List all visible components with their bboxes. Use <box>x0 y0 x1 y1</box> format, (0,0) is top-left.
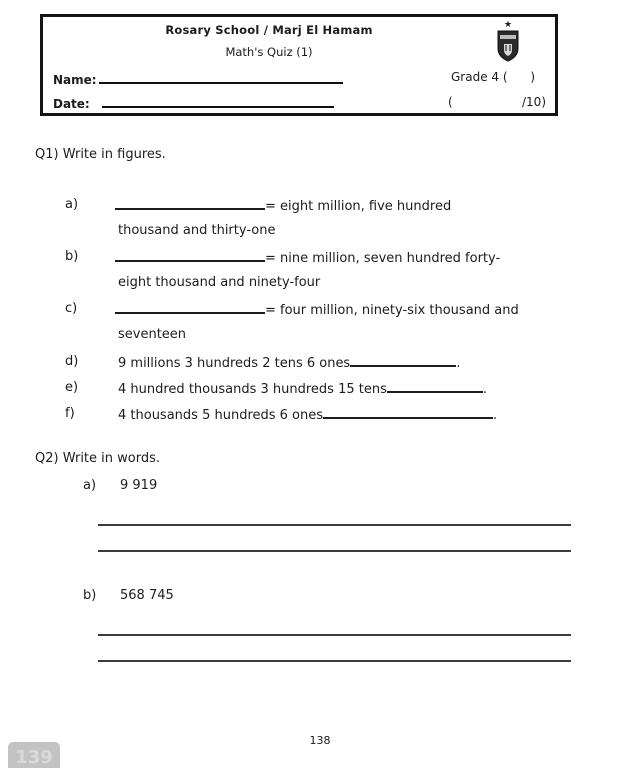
q2-item-a-letter: a) <box>83 478 97 493</box>
q2-item-a-number: 9 919 <box>120 478 158 493</box>
q1-item-e-period: . <box>482 382 487 397</box>
name-label: Name: <box>53 73 97 87</box>
score-total: /10) <box>522 95 546 109</box>
school-name: Rosary School / Marj El Hamam <box>165 23 373 37</box>
q1-item-a-line2: thousand and thirty-one <box>118 223 276 238</box>
quiz-header-box <box>40 14 558 116</box>
crest-star-icon: ★ <box>503 20 513 30</box>
q2-title: Q2) Write in words. <box>35 451 161 466</box>
q1-item-b-text: = nine million, seven hundred forty- <box>265 251 501 266</box>
answer-blank-d[interactable] <box>350 354 456 367</box>
answer-blank-f[interactable] <box>323 406 493 419</box>
page-number: 138 <box>309 734 331 747</box>
q2-item-b-letter: b) <box>83 588 97 603</box>
q1-item-a-text: = eight million, five hundred <box>265 199 452 214</box>
q1-item-b-letter: b) <box>65 249 79 264</box>
name-row <box>53 72 343 87</box>
date-row <box>53 96 334 111</box>
answer-blank-e[interactable] <box>387 380 483 393</box>
name-blank[interactable] <box>99 72 343 84</box>
q1-item-c-text: = four million, ninety-six thousand and <box>265 303 519 318</box>
q1-item-c-letter: c) <box>65 301 78 316</box>
score-open-paren: ( <box>448 95 453 109</box>
crest-shield-icon <box>496 30 520 62</box>
q1-item-f-period: . <box>493 408 498 423</box>
q1-title: Q1) Write in figures. <box>35 147 166 162</box>
answer-line[interactable] <box>98 550 571 552</box>
q1-item-c-line2: seventeen <box>118 327 187 342</box>
q1-item-d-letter: d) <box>65 354 79 369</box>
q2-item-b-number: 568 745 <box>120 588 174 603</box>
date-blank[interactable] <box>102 96 334 108</box>
q1-item-a-letter: a) <box>65 197 79 212</box>
score-line <box>448 95 546 109</box>
q1-item-e-letter: e) <box>65 380 79 395</box>
q1-item-e-line <box>118 380 487 397</box>
q1-item-c-line1 <box>115 301 519 318</box>
quiz-title: Math's Quiz (1) <box>225 45 313 59</box>
q1-item-f-letter: f) <box>65 406 75 421</box>
date-label: Date: <box>53 97 90 111</box>
q1-item-f-text: 4 thousands 5 hundreds 6 ones <box>118 408 324 423</box>
q1-item-d-text: 9 millions 3 hundreds 2 tens 6 ones <box>118 356 351 371</box>
q1-item-d-line <box>118 354 460 371</box>
answer-line[interactable] <box>98 660 571 662</box>
answer-line[interactable] <box>98 634 571 636</box>
q1-item-b-line1 <box>115 249 500 266</box>
answer-blank-a[interactable] <box>115 197 265 210</box>
grade-label: Grade 4 ( ) <box>451 70 536 84</box>
q1-item-a-line1 <box>115 197 451 214</box>
answer-blank-c[interactable] <box>115 301 265 314</box>
q1-item-b-line2: eight thousand and ninety-four <box>118 275 321 290</box>
school-crest-icon <box>493 21 523 67</box>
viewer-page-badge[interactable]: 139 <box>8 742 60 768</box>
q1-item-e-text: 4 hundred thousands 3 hundreds 15 tens <box>118 382 387 397</box>
answer-line[interactable] <box>98 524 571 526</box>
q1-item-d-period: . <box>456 356 461 371</box>
answer-blank-b[interactable] <box>115 249 265 262</box>
q1-item-f-line <box>118 406 497 423</box>
